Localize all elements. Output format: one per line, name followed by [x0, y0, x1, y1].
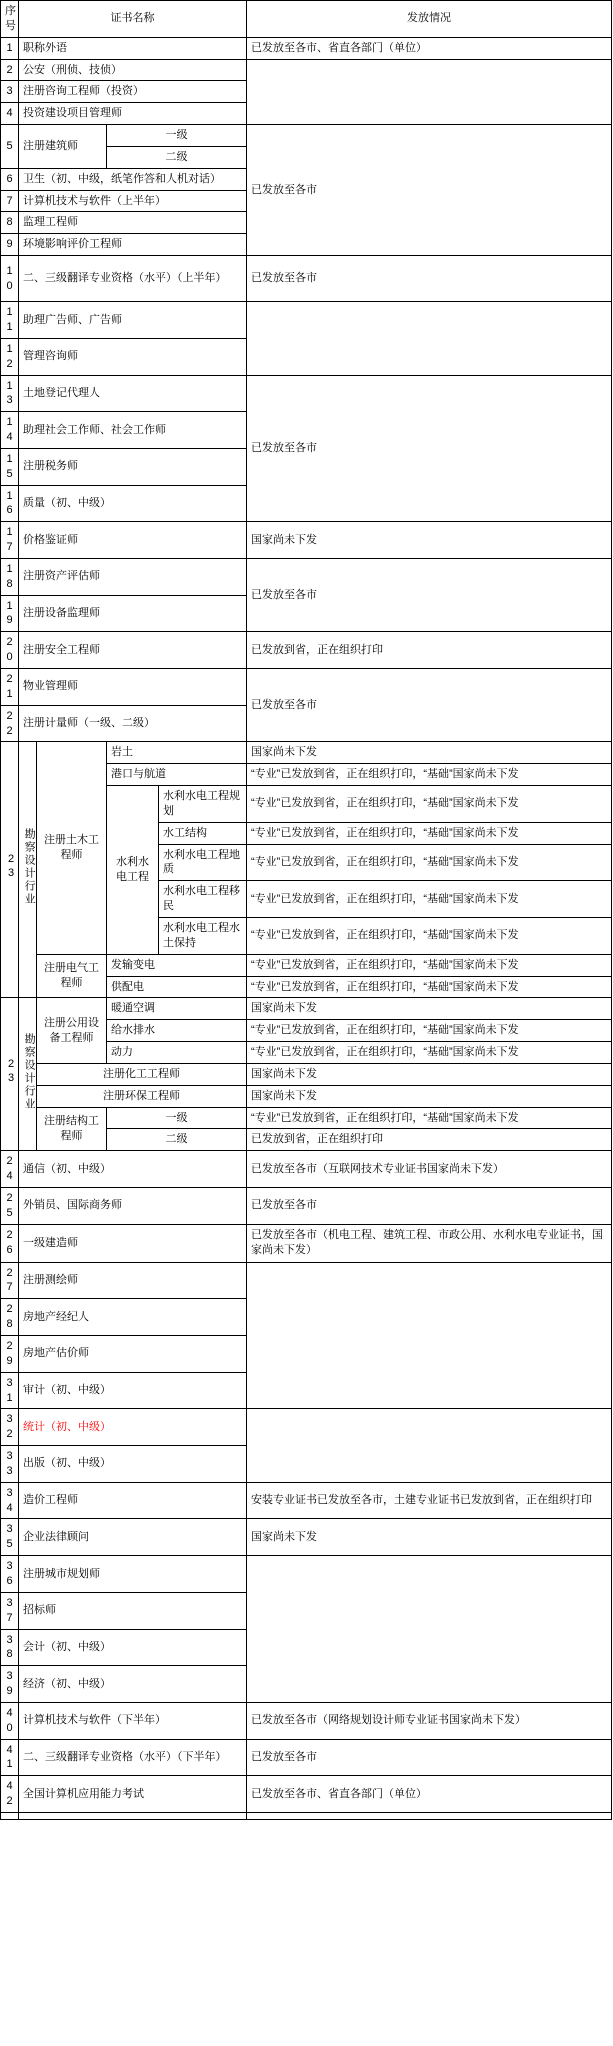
table-row — [1, 1556, 612, 1593]
row-name: 造价工程师 — [19, 1482, 247, 1519]
row-name: 助理广告师、广告师 — [19, 302, 247, 339]
row-name: 统计（初、中级） — [19, 1409, 247, 1446]
row-no: 22 — [1, 705, 19, 742]
table-row — [1, 954, 612, 976]
table-row — [1, 37, 612, 59]
table-row — [1, 1812, 612, 1819]
row-no: 42 — [1, 1776, 19, 1813]
row-no: 15 — [1, 448, 19, 485]
group-discipline-label: 注册化工工程师 — [37, 1063, 247, 1085]
row-status: “专业”已发放到省，正在组织打印，“基础”国家尚未下发 — [247, 1020, 612, 1042]
row-name: 助理社会工作师、社会工作师 — [19, 412, 247, 449]
row-status: 国家尚未下发 — [247, 742, 612, 764]
row-no: 12 — [1, 338, 19, 375]
table-row — [1, 1063, 612, 1085]
sub-name: 供配电 — [107, 976, 247, 998]
row-no: 9 — [1, 234, 19, 256]
table-row — [1, 669, 612, 706]
row-no: 29 — [1, 1336, 19, 1373]
row-name: 注册建筑师 — [19, 125, 107, 169]
row-name: 管理咨询师 — [19, 338, 247, 375]
row-no: 39 — [1, 1666, 19, 1703]
table-row — [1, 59, 612, 81]
table-row — [1, 1107, 612, 1129]
table-row — [1, 302, 612, 339]
row-status — [247, 1556, 612, 1703]
row-no: 27 — [1, 1262, 19, 1299]
table-header-row — [1, 1, 612, 38]
table-row — [1, 1409, 612, 1446]
row-status: 已发放至各市 — [247, 558, 612, 631]
table-row — [1, 1262, 612, 1299]
header-name: 证书名称 — [19, 1, 247, 38]
row-status: “专业”已发放到省，正在组织打印，“基础”国家尚未下发 — [247, 1042, 612, 1064]
row-no: 25 — [1, 1187, 19, 1224]
row-name: 价格鉴证师 — [19, 522, 247, 559]
row-no — [1, 1812, 19, 1819]
row-name: 注册安全工程师 — [19, 632, 247, 669]
table-row — [1, 1519, 612, 1556]
header-status: 发放情况 — [247, 1, 612, 38]
row-name: 投资建设项目管理师 — [19, 103, 247, 125]
sub-name: 水利水电工程规划 — [159, 786, 247, 823]
row-status: 已发放至各市、省直各部门（单位） — [247, 37, 612, 59]
row-no: 21 — [1, 669, 19, 706]
row-name: 计算机技术与软件（下半年） — [19, 1702, 247, 1739]
row-no: 28 — [1, 1299, 19, 1336]
row-name: 全国计算机应用能力考试 — [19, 1776, 247, 1813]
table-row-group-23a — [1, 742, 612, 764]
sub-name: 水利水电工程地质 — [159, 844, 247, 881]
row-status: “专业”已发放到省，正在组织打印，“基础”国家尚未下发 — [247, 976, 612, 998]
row-name: 职称外语 — [19, 37, 247, 59]
row-name: 房地产估价师 — [19, 1336, 247, 1373]
group-discipline-label: 注册环保工程师 — [37, 1085, 247, 1107]
table-row — [1, 1739, 612, 1776]
table-row — [1, 1776, 612, 1813]
row-status: “专业”已发放到省，正在组织打印，“基础”国家尚未下发 — [247, 917, 612, 954]
sub-name: 港口与航道 — [107, 764, 247, 786]
row-no: 4 — [1, 103, 19, 125]
row-no: 34 — [1, 1482, 19, 1519]
row-name: 通信（初、中级） — [19, 1151, 247, 1188]
row-name: 公安（刑侦、技侦） — [19, 59, 247, 81]
row-no: 37 — [1, 1592, 19, 1629]
table-row — [1, 1085, 612, 1107]
table-row — [1, 1224, 612, 1262]
row-status: “专业”已发放到省，正在组织打印，“基础”国家尚未下发 — [247, 822, 612, 844]
row-name: 出版（初、中级） — [19, 1446, 247, 1483]
row-name: 监理工程师 — [19, 212, 247, 234]
sub-name: 暖通空调 — [107, 998, 247, 1020]
row-status: “专业”已发放到省，正在组织打印，“基础”国家尚未下发 — [247, 844, 612, 881]
group-discipline-label: 注册土木工程师 — [37, 742, 107, 954]
row-status: 国家尚未下发 — [247, 1063, 612, 1085]
table-row — [1, 256, 612, 302]
group-industry-label: 勘察设计行业 — [19, 998, 37, 1151]
table-row-group-23b — [1, 998, 612, 1020]
row-no: 2 — [1, 59, 19, 81]
sub-name: 水工结构 — [159, 822, 247, 844]
row-name: 土地登记代理人 — [19, 375, 247, 412]
group-industry-label: 勘察设计行业 — [19, 742, 37, 998]
row-no: 33 — [1, 1446, 19, 1483]
sub-name: 给水排水 — [107, 1020, 247, 1042]
row-status: 已发放到省，正在组织打印 — [247, 632, 612, 669]
row-no: 11 — [1, 302, 19, 339]
row-no: 3 — [1, 81, 19, 103]
row-name: 注册测绘师 — [19, 1262, 247, 1299]
row-name: 环境影响评价工程师 — [19, 234, 247, 256]
row-status: 已发放至各市、省直各部门（单位） — [247, 1776, 612, 1813]
row-no: 16 — [1, 485, 19, 522]
row-status — [247, 1262, 612, 1409]
row-status — [247, 1409, 612, 1482]
row-no: 18 — [1, 558, 19, 595]
row-status: “专业”已发放到省，正在组织打印，“基础”国家尚未下发 — [247, 764, 612, 786]
row-no: 13 — [1, 375, 19, 412]
row-no: 5 — [1, 125, 19, 169]
row-status: 已发放至各市（网络规划设计师专业证书国家尚未下发） — [247, 1702, 612, 1739]
row-name: 注册计量师（一级、二级） — [19, 705, 247, 742]
row-name: 企业法律顾问 — [19, 1519, 247, 1556]
row-sub-name: 二级 — [107, 146, 247, 168]
row-status: “专业”已发放到省，正在组织打印，“基础”国家尚未下发 — [247, 954, 612, 976]
table-row — [1, 558, 612, 595]
row-name: 审计（初、中级） — [19, 1372, 247, 1409]
row-name — [19, 1812, 247, 1819]
group-no: 23 — [1, 742, 19, 998]
row-status — [247, 302, 612, 375]
row-name: 一级建造师 — [19, 1224, 247, 1262]
row-status: 已发放至各市 — [247, 1739, 612, 1776]
row-status: 国家尚未下发 — [247, 522, 612, 559]
row-name: 注册设备监理师 — [19, 595, 247, 632]
table-row — [1, 1702, 612, 1739]
row-status: 已发放至各市（机电工程、建筑工程、市政公用、水利水电专业证书，国家尚未下发） — [247, 1224, 612, 1262]
row-status: 国家尚未下发 — [247, 1085, 612, 1107]
row-status: 国家尚未下发 — [247, 998, 612, 1020]
row-status: 已发放至各市（互联网技术专业证书国家尚未下发） — [247, 1151, 612, 1188]
row-name: 会计（初、中级） — [19, 1629, 247, 1666]
row-status — [247, 59, 612, 125]
row-status: “专业”已发放到省，正在组织打印，“基础”国家尚未下发 — [247, 786, 612, 823]
row-name: 注册税务师 — [19, 448, 247, 485]
row-no: 31 — [1, 1372, 19, 1409]
row-name: 物业管理师 — [19, 669, 247, 706]
row-status: “专业”已发放到省，正在组织打印，“基础”国家尚未下发 — [247, 1107, 612, 1129]
row-no: 17 — [1, 522, 19, 559]
row-sub-name: 一级 — [107, 125, 247, 147]
table-row — [1, 125, 612, 147]
row-name: 卫生（初、中级，纸笔作答和人机对话） — [19, 168, 247, 190]
table-row — [1, 522, 612, 559]
row-no: 40 — [1, 1702, 19, 1739]
table-row — [1, 1151, 612, 1188]
row-name: 注册咨询工程师（投资） — [19, 81, 247, 103]
row-name: 注册城市规划师 — [19, 1556, 247, 1593]
row-status: 已发放到省，正在组织打印 — [247, 1129, 612, 1151]
row-name: 招标师 — [19, 1592, 247, 1629]
sub-name: 一级 — [107, 1107, 247, 1129]
row-no: 8 — [1, 212, 19, 234]
group-no: 23 — [1, 998, 19, 1151]
sub-name: 二级 — [107, 1129, 247, 1151]
row-status: 已发放至各市 — [247, 1187, 612, 1224]
row-status — [247, 1812, 612, 1819]
sub-group-name: 水利水电工程 — [107, 786, 159, 955]
table-row — [1, 1482, 612, 1519]
row-status: 安装专业证书已发放至各市，土建专业证书已发放到省，正在组织打印 — [247, 1482, 612, 1519]
row-no: 19 — [1, 595, 19, 632]
sub-name: 水利水电工程水土保持 — [159, 917, 247, 954]
row-no: 1 — [1, 37, 19, 59]
row-no: 26 — [1, 1224, 19, 1262]
row-no: 10 — [1, 256, 19, 302]
row-status: 已发放至各市 — [247, 125, 612, 256]
row-no: 14 — [1, 412, 19, 449]
row-name: 二、三级翻译专业资格（水平）（上半年） — [19, 256, 247, 302]
table-row — [1, 375, 612, 412]
row-no: 20 — [1, 632, 19, 669]
row-no: 7 — [1, 190, 19, 212]
sub-name: 发输变电 — [107, 954, 247, 976]
row-no: 35 — [1, 1519, 19, 1556]
row-status: 已发放至各市 — [247, 669, 612, 742]
row-name: 注册资产评估师 — [19, 558, 247, 595]
table-row — [1, 1187, 612, 1224]
row-name: 房地产经纪人 — [19, 1299, 247, 1336]
group-discipline-label: 注册结构工程师 — [37, 1107, 107, 1151]
row-no: 24 — [1, 1151, 19, 1188]
row-status: “专业”已发放到省，正在组织打印，“基础”国家尚未下发 — [247, 881, 612, 918]
group-discipline-label: 注册电气工程师 — [37, 954, 107, 998]
row-name: 外销员、国际商务师 — [19, 1187, 247, 1224]
row-no: 32 — [1, 1409, 19, 1446]
row-name: 质量（初、中级） — [19, 485, 247, 522]
header-no: 序号 — [1, 1, 19, 38]
row-no: 36 — [1, 1556, 19, 1593]
row-name: 计算机技术与软件（上半年） — [19, 190, 247, 212]
row-status: 国家尚未下发 — [247, 1519, 612, 1556]
row-status: 已发放至各市 — [247, 256, 612, 302]
sub-name: 水利水电工程移民 — [159, 881, 247, 918]
table-row — [1, 632, 612, 669]
sub-name: 动力 — [107, 1042, 247, 1064]
row-no: 6 — [1, 168, 19, 190]
row-name: 二、三级翻译专业资格（水平）（下半年） — [19, 1739, 247, 1776]
row-no: 38 — [1, 1629, 19, 1666]
group-discipline-label: 注册公用设备工程师 — [37, 998, 107, 1064]
sub-name: 岩土 — [107, 742, 247, 764]
row-no: 41 — [1, 1739, 19, 1776]
row-name: 经济（初、中级） — [19, 1666, 247, 1703]
row-status: 已发放至各市 — [247, 375, 612, 522]
